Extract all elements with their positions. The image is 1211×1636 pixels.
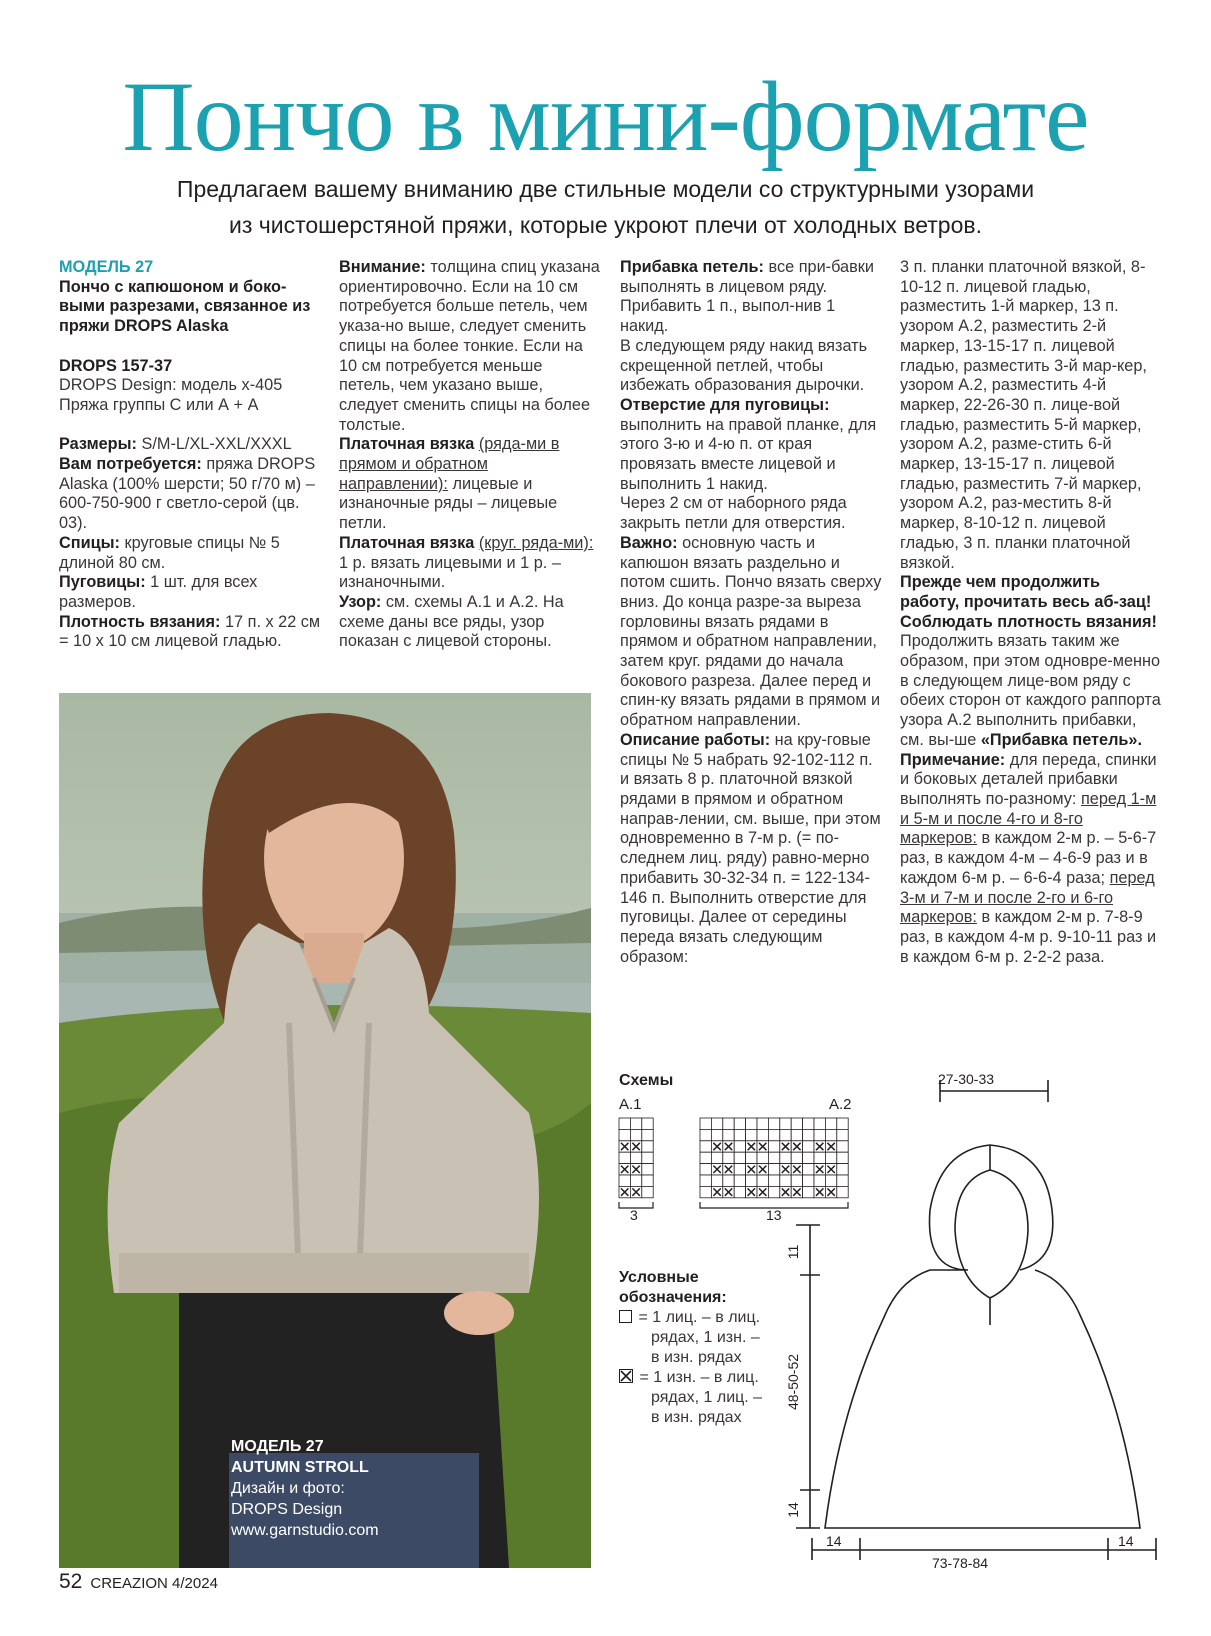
chart-cell [700,1141,711,1152]
chart-cell [734,1186,745,1197]
chart-cell [630,1118,641,1129]
pattern-paragraph: Узор: см. схемы А.1 и А.2. На схеме даны все ряды, узор показан с лицевой стороны. [339,592,564,651]
chart-cell [734,1141,745,1152]
chart-cell [768,1129,779,1140]
chart-cell [642,1141,653,1152]
design-line: DROPS Design: модель x-405 [59,376,283,395]
chart-cell [780,1175,791,1186]
legend-title: Условные обозначения: [619,1269,727,1306]
chart-cell [711,1118,722,1129]
chart-cell [723,1118,734,1129]
buttonhole-paragraph: Отверстие для пуговицы: выполнить на правой планке, для этого 3-ю и 4-ю п. от края провязать вместе лицевой и выполнить 1 накид. [620,395,877,493]
chart-cell [619,1152,630,1163]
page-footer [59,1570,218,1594]
scheme-a1-label: А.1 [619,1096,642,1113]
chart-cell [723,1129,734,1140]
caption-model: МОДЕЛЬ 27 [231,1438,324,1455]
chart-cell [734,1118,745,1129]
increase-paragraph-2: В следующем ряду накид вязать скрещенной петлей, чтобы избежать образования дырочки. [620,336,868,395]
chart-cell [711,1152,722,1163]
subtitle-line-2: из чистошерстяной пряжи, которые укроют плечи от холодных ветров. [229,212,982,238]
garter-rows-paragraph: Платочная вязка (ряда-ми в прямом и обратном направлении): лицевые и изнаночные ряды – лицевые петли. [339,435,560,533]
scheme-a2-label: А.2 [829,1096,852,1113]
column-2 [339,258,601,652]
chart-cell [723,1175,734,1186]
chart-cell [619,1118,630,1129]
chart-cell [642,1175,653,1186]
poncho-schematic [785,1070,1160,1571]
chart-cell [700,1129,711,1140]
subtitle-line-1: Предлагаем вашему вниманию две стильные модели со структурными узорами [176,176,1035,202]
magazine-issue: CREAZION 4/2024 [90,1575,218,1592]
chart-a1-grid [619,1118,653,1198]
chart-cell [711,1129,722,1140]
drops-code: DROPS 157-37 [59,356,173,375]
chart-cell [630,1152,641,1163]
chart-cell [768,1141,779,1152]
chart-cell [700,1175,711,1186]
chart-a2-width: 13 [766,1207,782,1223]
dim-hem-right: 14 [1118,1533,1134,1549]
chart-cell [642,1164,653,1175]
chart-cell [768,1152,779,1163]
attention-paragraph: Внимание: толщина спиц указана ориентировочно. Если на 10 см потребуется больше петель, чем указа-но выше, следует сменить спицы на более тонкие. Если на 10 см потребуется меньше петель, чем указано выше, следует сменить спицы на более толстые. [339,258,600,434]
photo-caption [231,1436,379,1541]
caption-credit: Дизайн и фото: [231,1480,345,1497]
dim-height-top: 11 [785,1244,801,1260]
page-subtitle [60,171,1151,243]
chart-cell [734,1164,745,1175]
chart-cell [642,1129,653,1140]
buttonhole-paragraph-2: Через 2 см от наборного ряда закрыть петли для отверстия. [620,494,847,533]
chart-cell [619,1175,630,1186]
yarn-group: Пряжа группы С или А + А [59,395,259,414]
model-number: МОДЕЛЬ 27 [59,258,154,276]
chart-cell [734,1129,745,1140]
column-4 [900,258,1162,967]
chart-cell [768,1164,779,1175]
chart-cell [746,1129,757,1140]
chart-cell [723,1152,734,1163]
description-paragraph: Описание работы: на кру-говые спицы № 5 набрать 92-102-112 п. и вязать 8 р. платочной вязкой рядами в прямом и обратном направ-лении, см. выше, при этом одновременно в 7-м р. (= по-следнем лиц. ряду) равно-мерно прибавить 30-32-34 п. = 122-134-146 п. Выполнить отверстие для пуговицы. Далее от середины переда вязать следующим образом: [620,730,881,966]
chart-cell [780,1118,791,1129]
column-3 [620,258,882,967]
chart-cell [780,1129,791,1140]
caption-site: www.garnstudio.com [231,1522,379,1539]
chart-a1-width: 3 [630,1207,638,1223]
page-title: Пончо в мини-формате [122,61,1089,172]
note-paragraph: Примечание: для переда, спинки и боковых деталей прибавки выполнять по-разному: перед 1-м и 5-м и после 4-го и 8-го маркеров: в каждом 2-м р. – 5-6-7 раз, в каждом 4-м – 4-6-9 раз и в каждом 6-м р. – 6-6-4 раза; перед 3-м и 7-м и после 2-го и 6-го маркеров: в каждом 2-м р. 7-8-9 раз, в каждом 4-м р. 9-10-11 раз и в каждом 6-м р. 2-2-2 раза. [900,750,1157,966]
needles-paragraph: Спицы: круговые спицы № 5 длиной 80 см. [59,533,280,572]
chart-cell [700,1152,711,1163]
chart-cell [757,1129,768,1140]
chart-cell [768,1118,779,1129]
hood-inner-left [955,1170,990,1298]
chart-cell [700,1118,711,1129]
legend-knit: = 1 лиц. – в лиц. рядах, 1 изн. – в изн. рядах [619,1308,760,1368]
chart-cell [619,1129,630,1140]
legend-purl: = 1 изн. – в лиц. рядах, 1 лиц. – в изн. рядах [619,1368,762,1428]
continue-paragraph: Продолжить вязать таким же образом, при этом одновре-менно в следующем лице-вом ряду с обеих сторон от каждого раппорта узора А.2 выполнить прибавки, см. вы-ше «Прибавка петель». [900,632,1161,749]
chart-cell [630,1129,641,1140]
chart-cell [642,1152,653,1163]
chart-cell [757,1175,768,1186]
schemes-title: Схемы [619,1072,674,1089]
chart-cell [757,1118,768,1129]
chart-cell [734,1152,745,1163]
chart-cell [746,1175,757,1186]
chart-cell [711,1175,722,1186]
important-paragraph: Важно: основную часть и капюшон вязать раздельно и потом сшить. Пончо вязать сверху вниз. До конца разре-за выреза горловины вязать рядами в прямом и обратном направлении, затем круг. рядами до начала бокового разреза. Далее перед и спин-ку вязать рядами в прямом и обратном направлении. [620,533,882,730]
page-number: 52 [59,1570,83,1593]
dim-height-total: 48-50-52 [785,1353,801,1411]
chart-cell [700,1186,711,1197]
chart-cell [734,1175,745,1186]
hood-outline-left [929,1145,990,1270]
empty-square-icon [619,1310,632,1323]
chart-cell [746,1152,757,1163]
dim-hem-left: 14 [826,1533,842,1549]
chart-cell [746,1118,757,1129]
chart-cell [642,1118,653,1129]
dim-hem-width: 73-78-84 [931,1555,989,1571]
crossed-square-icon [619,1369,633,1383]
dim-hood-width: 27-30-33 [937,1071,995,1087]
model-name: Пончо с капюшоном и боко-выми разрезами, связанное из пряжи DROPS Alaska [59,277,311,336]
garter-round-paragraph: Платочная вязка (круг. ряда-ми): 1 р. вязать лицевыми и 1 р. – изнаночными. [339,533,594,592]
markers-paragraph: 3 п. планки платочной вязкой, 8-10-12 п. лицевой гладью, разместить 1-й маркер, 13 п. узором А.2, разместить 2-й маркер, 13-15-17 п. лицевой гладью, разместить 3-й мар-кер, узором А.2, разместить 4-й маркер, 22-26-30 п. лице-вой гладью, разместить 5-й маркер, узором А.2, разме-стить 6-й маркер, 13-15-17 п. лицевой гладью, разместить 7-й маркер, узором А.2, раз-местить 8-й маркер, 8-10-12 п. лицевой гладью, 3 п. планки платочной вязкой. [900,258,1147,572]
chart-cell [768,1175,779,1186]
poncho-body [825,1270,1140,1528]
chart-cell [630,1175,641,1186]
hood-inner-right [990,1170,1028,1298]
chart-cell [700,1164,711,1175]
chart-cell [768,1186,779,1197]
warning-paragraph: Прежде чем продолжить работу, прочитать весь аб-зац! Соблюдать плотность вязания! [900,573,1157,631]
chart-cell [642,1186,653,1197]
chart-cell [780,1152,791,1163]
increase-paragraph: Прибавка петель: все при-бавки выполнять в лицевом ряду. Прибавить 1 п., выпол-нив 1 накид. [620,258,874,336]
chart-cell [757,1152,768,1163]
caption-brand: DROPS Design [231,1501,343,1518]
caption-name: AUTUMN STROLL [231,1459,369,1476]
dim-height-bottom: 14 [785,1502,801,1518]
sizes-paragraph: Размеры: S/M-L/XL-XXL/XXXL [59,435,292,454]
density-paragraph: Плотность вязания: 17 п. х 22 см = 10 х 10 см лицевой гладью. [59,612,321,651]
hood-outline-right [990,1145,1053,1270]
column-1 [59,258,321,652]
buttons-paragraph: Пуговицы: 1 шт. для всех размеров. [59,573,258,611]
materials-paragraph: Вам потребуется: пряжа DROPS Alaska (100% шерсти; 50 г/70 м) – 600-750-900 г светло-серой (цв. 03). [59,455,316,533]
